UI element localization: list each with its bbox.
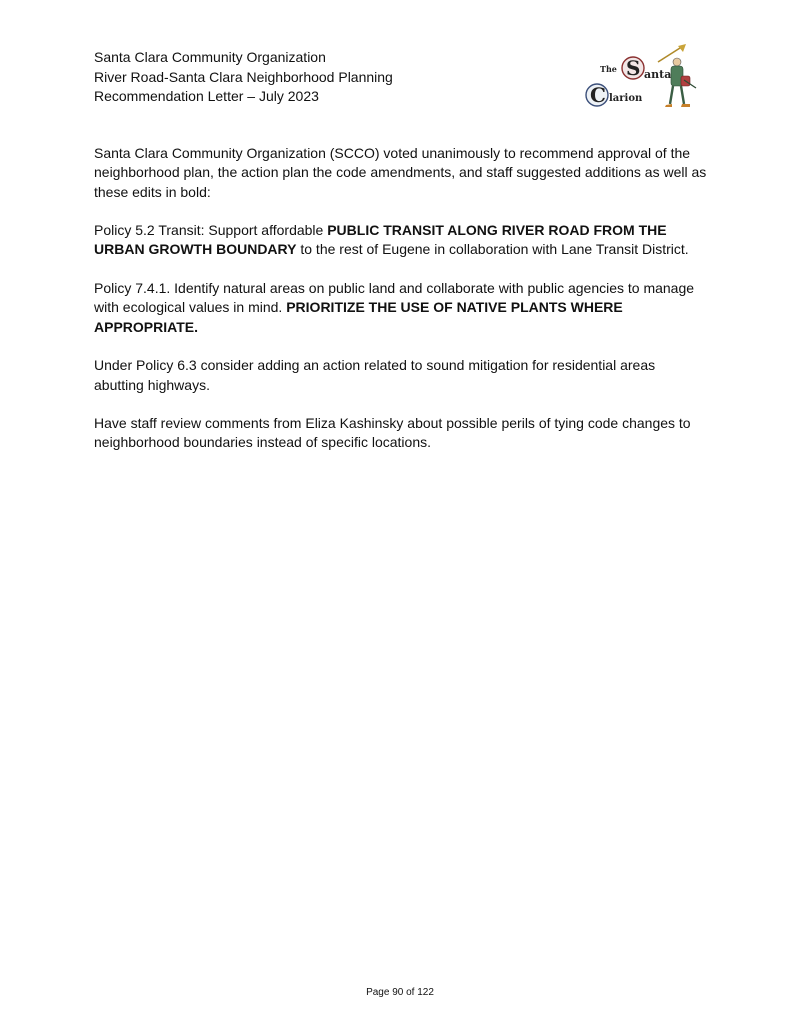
policy-7-4-1-intro: Policy 7.4.1. Identify natural areas on public land and collaborate with public agencies to manage with ecological values in mind.: [94, 280, 695, 316]
paragraph-policy-7-4-1: [94, 279, 708, 337]
santa-clarion-logo-graphic: [580, 42, 706, 112]
logo-clarion: larion: [609, 93, 643, 104]
logo-clarion-initial: C: [590, 83, 606, 107]
policy-5-2-intro: Policy 5.2 Transit: Support affordable: [94, 222, 328, 239]
policy-7-4-1-bold-edit: PRIORITIZE THE USE OF NATIVE PLANTS WHERE APPROPRIATE.: [94, 299, 623, 335]
letter-header: [94, 48, 514, 107]
logo-santa: anta: [644, 68, 672, 81]
paragraph-staff-review: Have staff review comments from Eliza Kashinsky about possible perils of tying code changes to neighborhood boundaries instead of specific locations.: [94, 415, 691, 451]
paragraph-policy-5-2: [94, 221, 708, 260]
logo-santa-initial: S: [626, 56, 641, 80]
header-project: River Road-Santa Clara Neighborhood Planning: [94, 68, 393, 85]
letter-body: [94, 144, 708, 472]
policy-5-2-bold-edit: PUBLIC TRANSIT ALONG RIVER ROAD FROM THE URBAN GROWTH BOUNDARY: [94, 222, 667, 258]
policy-5-2-rest: to the rest of Eugene in collaboration with Lane Transit District.: [296, 241, 689, 258]
page-number: Page 90 of 122: [366, 987, 434, 998]
paragraph-recommendation: Santa Clara Community Organization (SCCO) voted unanimously to recommend approval of the neighborhood plan, the action plan the code amendments, and staff suggested additions as well as these edits in bold:: [94, 145, 707, 200]
header-letter-title: Recommendation Letter – July 2023: [94, 88, 319, 104]
santa-clarion-logo: [580, 42, 706, 112]
header-organization: Santa Clara Community Organization: [94, 49, 326, 65]
paragraph-policy-6-3: Under Policy 6.3 consider adding an action related to sound mitigation for residential areas abutting highways.: [94, 357, 656, 393]
logo-the: The: [600, 64, 617, 74]
